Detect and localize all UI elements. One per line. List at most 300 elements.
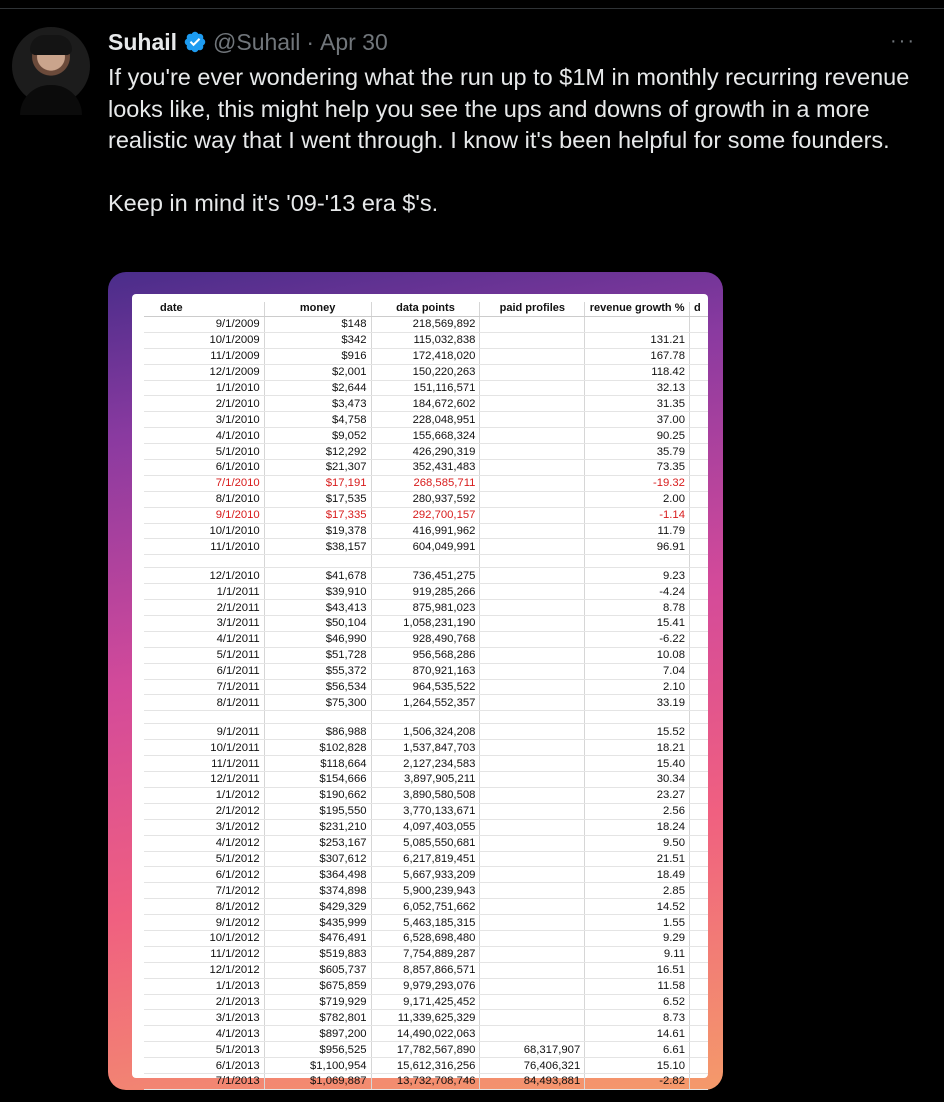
cell-money: $154,666 — [264, 772, 371, 788]
cell-data-points: 292,700,157 — [371, 507, 480, 523]
cell-data-points: 6,528,698,480 — [371, 930, 480, 946]
cell-data-points: 4,097,403,055 — [371, 819, 480, 835]
cell-revenue-growth: -1.14 — [585, 507, 690, 523]
cell-data-points: 14,490,022,063 — [371, 1026, 480, 1042]
cell-money: $1,100,954 — [264, 1058, 371, 1074]
cell-money: $195,550 — [264, 803, 371, 819]
table-row — [144, 756, 708, 772]
cell-money: $2,644 — [264, 380, 371, 396]
table-row — [144, 930, 708, 946]
cell-paid-profiles — [480, 962, 585, 978]
table-row — [144, 507, 708, 523]
cell-data-points: 928,490,768 — [371, 631, 480, 647]
cell-date: 2/1/2011 — [144, 600, 264, 616]
cell-paid-profiles: 84,493,881 — [480, 1073, 585, 1089]
table-row — [144, 695, 708, 711]
cell-extra — [689, 380, 708, 396]
cell-paid-profiles — [480, 819, 585, 835]
cell-data-points: 17,782,567,890 — [371, 1042, 480, 1058]
header-separator: · — [306, 28, 314, 55]
cell-money: $51,728 — [264, 647, 371, 663]
cell-data-points: 3,770,133,671 — [371, 803, 480, 819]
table-row — [144, 1058, 708, 1074]
cell-date: 10/1/2010 — [144, 523, 264, 539]
cell-money: $56,534 — [264, 679, 371, 695]
cell-date: 4/1/2010 — [144, 428, 264, 444]
cell-extra — [689, 978, 708, 994]
spacer-cell — [144, 711, 264, 724]
cell-money: $190,662 — [264, 787, 371, 803]
cell-money: $12,292 — [264, 444, 371, 460]
cell-money: $897,200 — [264, 1026, 371, 1042]
cell-date: 4/1/2012 — [144, 835, 264, 851]
cell-paid-profiles — [480, 915, 585, 931]
cell-paid-profiles — [480, 568, 585, 584]
cell-revenue-growth: 9.11 — [585, 946, 690, 962]
cell-revenue-growth: 73.35 — [585, 460, 690, 476]
cell-extra — [689, 584, 708, 600]
cell-extra — [689, 1010, 708, 1026]
cell-date: 8/1/2011 — [144, 695, 264, 711]
cell-money: $253,167 — [264, 835, 371, 851]
cell-money: $41,678 — [264, 568, 371, 584]
cell-money: $55,372 — [264, 663, 371, 679]
cell-data-points: 7,754,889,287 — [371, 946, 480, 962]
cell-data-points: 150,220,263 — [371, 364, 480, 380]
revenue-table — [144, 302, 708, 1090]
cell-extra — [689, 348, 708, 364]
cell-revenue-growth: 2.56 — [585, 803, 690, 819]
cell-date: 12/1/2010 — [144, 568, 264, 584]
table-row — [144, 647, 708, 663]
cell-revenue-growth: 8.73 — [585, 1010, 690, 1026]
tweet-header — [108, 28, 388, 56]
cell-date: 9/1/2011 — [144, 724, 264, 740]
cell-revenue-growth: 10.08 — [585, 647, 690, 663]
cell-extra — [689, 1042, 708, 1058]
table-row — [144, 584, 708, 600]
cell-extra — [689, 867, 708, 883]
cell-paid-profiles — [480, 1026, 585, 1042]
cell-revenue-growth: 167.78 — [585, 348, 690, 364]
cell-revenue-growth: 118.42 — [585, 364, 690, 380]
author-handle[interactable]: @Suhail — [213, 28, 301, 55]
cell-date: 5/1/2010 — [144, 444, 264, 460]
more-dots-icon[interactable]: ··· — [890, 30, 916, 52]
cell-extra — [689, 883, 708, 899]
cell-revenue-growth: 15.10 — [585, 1058, 690, 1074]
cell-money: $364,498 — [264, 867, 371, 883]
cell-date: 5/1/2011 — [144, 647, 264, 663]
table-header-row — [144, 302, 708, 317]
cell-revenue-growth: -2.82 — [585, 1073, 690, 1089]
table-row — [144, 600, 708, 616]
cell-paid-profiles: 76,406,321 — [480, 1058, 585, 1074]
spreadsheet-image — [132, 294, 708, 1088]
table-row — [144, 851, 708, 867]
cell-revenue-growth: 35.79 — [585, 444, 690, 460]
cell-revenue-growth: 21.51 — [585, 851, 690, 867]
cell-revenue-growth: 90.25 — [585, 428, 690, 444]
header-date: date — [144, 302, 264, 317]
cell-data-points: 8,857,866,571 — [371, 962, 480, 978]
table-row — [144, 1010, 708, 1026]
cell-extra — [689, 772, 708, 788]
cell-extra — [689, 994, 708, 1010]
table-row — [144, 475, 708, 491]
cell-date: 10/1/2012 — [144, 930, 264, 946]
cell-money: $75,300 — [264, 695, 371, 711]
cell-data-points: 6,052,751,662 — [371, 899, 480, 915]
cell-money: $9,052 — [264, 428, 371, 444]
cell-revenue-growth: 9.23 — [585, 568, 690, 584]
cell-data-points: 870,921,163 — [371, 663, 480, 679]
spacer-cell — [689, 555, 708, 568]
cell-date: 10/1/2011 — [144, 740, 264, 756]
cell-money: $435,999 — [264, 915, 371, 931]
table-row — [144, 915, 708, 931]
cell-extra — [689, 631, 708, 647]
tweet-media[interactable] — [108, 272, 723, 1090]
table-spacer-row — [144, 555, 708, 568]
cell-date: 11/1/2012 — [144, 946, 264, 962]
spacer-cell — [689, 711, 708, 724]
cell-revenue-growth: 2.85 — [585, 883, 690, 899]
cell-paid-profiles — [480, 507, 585, 523]
cell-paid-profiles — [480, 867, 585, 883]
tweet-text: If you're ever wondering what the run up to $1M in monthly recurring revenue looks like, this might help you see the ups and downs of growth in a more realistic way that I went through. I know it's been helpful for some founders. Keep in mind it's '09-'13 era $'s. — [108, 64, 910, 216]
cell-date: 1/1/2012 — [144, 787, 264, 803]
cell-date: 9/1/2010 — [144, 507, 264, 523]
cell-paid-profiles — [480, 616, 585, 632]
avatar-hair — [30, 35, 72, 55]
cell-paid-profiles — [480, 946, 585, 962]
table-row — [144, 380, 708, 396]
cell-revenue-growth: 96.91 — [585, 539, 690, 555]
cell-paid-profiles — [480, 600, 585, 616]
spacer-cell — [585, 555, 690, 568]
cell-date: 11/1/2011 — [144, 756, 264, 772]
cell-paid-profiles — [480, 348, 585, 364]
cell-money: $675,859 — [264, 978, 371, 994]
cell-data-points: 9,979,293,076 — [371, 978, 480, 994]
table-row — [144, 317, 708, 333]
cell-data-points: 5,900,239,943 — [371, 883, 480, 899]
cell-extra — [689, 930, 708, 946]
cell-data-points: 1,537,847,703 — [371, 740, 480, 756]
cell-revenue-growth: -19.32 — [585, 475, 690, 491]
cell-money: $17,191 — [264, 475, 371, 491]
cell-revenue-growth: 11.79 — [585, 523, 690, 539]
cell-data-points: 2,127,234,583 — [371, 756, 480, 772]
cell-date: 11/1/2009 — [144, 348, 264, 364]
table-row — [144, 539, 708, 555]
cell-date: 1/1/2013 — [144, 978, 264, 994]
cell-paid-profiles — [480, 332, 585, 348]
cell-paid-profiles — [480, 364, 585, 380]
table-row — [144, 1026, 708, 1042]
cell-money: $148 — [264, 317, 371, 333]
cell-data-points: 280,937,592 — [371, 491, 480, 507]
cell-money: $342 — [264, 332, 371, 348]
table-row — [144, 428, 708, 444]
author-name[interactable]: Suhail — [108, 28, 178, 55]
cell-paid-profiles — [480, 460, 585, 476]
cell-extra — [689, 851, 708, 867]
header-data-points: data points — [371, 302, 480, 317]
cell-extra — [689, 364, 708, 380]
cell-extra — [689, 428, 708, 444]
cell-data-points: 184,672,602 — [371, 396, 480, 412]
cell-extra — [689, 475, 708, 491]
cell-extra — [689, 616, 708, 632]
cell-revenue-growth: 2.00 — [585, 491, 690, 507]
cell-revenue-growth: 9.29 — [585, 930, 690, 946]
cell-money: $782,801 — [264, 1010, 371, 1026]
cell-paid-profiles — [480, 663, 585, 679]
cell-paid-profiles — [480, 695, 585, 711]
cell-money: $605,737 — [264, 962, 371, 978]
cell-date: 2/1/2012 — [144, 803, 264, 819]
cell-revenue-growth: 1.55 — [585, 915, 690, 931]
cell-data-points: 5,085,550,681 — [371, 835, 480, 851]
cell-extra — [689, 507, 708, 523]
cell-revenue-growth: 7.04 — [585, 663, 690, 679]
cell-paid-profiles — [480, 851, 585, 867]
cell-paid-profiles — [480, 523, 585, 539]
cell-revenue-growth: 23.27 — [585, 787, 690, 803]
cell-date: 7/1/2013 — [144, 1073, 264, 1089]
table-row — [144, 819, 708, 835]
cell-data-points: 155,668,324 — [371, 428, 480, 444]
cell-money: $46,990 — [264, 631, 371, 647]
avatar[interactable] — [12, 27, 90, 105]
table-row — [144, 835, 708, 851]
table-row — [144, 1073, 708, 1089]
cell-extra — [689, 803, 708, 819]
cell-data-points: 115,032,838 — [371, 332, 480, 348]
cell-extra — [689, 568, 708, 584]
cell-data-points: 6,217,819,451 — [371, 851, 480, 867]
spacer-cell — [371, 555, 480, 568]
cell-money: $19,378 — [264, 523, 371, 539]
table-row — [144, 994, 708, 1010]
table-row — [144, 332, 708, 348]
cell-extra — [689, 491, 708, 507]
cell-revenue-growth: 18.21 — [585, 740, 690, 756]
table-row — [144, 772, 708, 788]
cell-paid-profiles — [480, 539, 585, 555]
cell-date: 8/1/2010 — [144, 491, 264, 507]
table-row — [144, 899, 708, 915]
cell-extra — [689, 899, 708, 915]
cell-revenue-growth: 15.40 — [585, 756, 690, 772]
cell-revenue-growth: 33.19 — [585, 695, 690, 711]
cell-money: $43,413 — [264, 600, 371, 616]
cell-date: 6/1/2010 — [144, 460, 264, 476]
table-row — [144, 460, 708, 476]
cell-extra — [689, 946, 708, 962]
cell-date: 7/1/2012 — [144, 883, 264, 899]
cell-data-points: 416,991,962 — [371, 523, 480, 539]
table-row — [144, 663, 708, 679]
cell-revenue-growth: -4.24 — [585, 584, 690, 600]
cell-revenue-growth: 2.10 — [585, 679, 690, 695]
cell-money: $1,069,887 — [264, 1073, 371, 1089]
cell-money: $86,988 — [264, 724, 371, 740]
cell-money: $231,210 — [264, 819, 371, 835]
cell-data-points: 875,981,023 — [371, 600, 480, 616]
table-row — [144, 679, 708, 695]
cell-money: $17,335 — [264, 507, 371, 523]
cell-paid-profiles — [480, 491, 585, 507]
cell-money: $956,525 — [264, 1042, 371, 1058]
cell-paid-profiles — [480, 772, 585, 788]
cell-revenue-growth: 11.58 — [585, 978, 690, 994]
cell-data-points: 919,285,266 — [371, 584, 480, 600]
cell-revenue-growth: 131.21 — [585, 332, 690, 348]
table-row — [144, 568, 708, 584]
table-row — [144, 978, 708, 994]
header-revenue-growth: revenue growth % — [585, 302, 690, 317]
cell-extra — [689, 523, 708, 539]
cell-data-points: 3,890,580,508 — [371, 787, 480, 803]
cell-revenue-growth: 6.52 — [585, 994, 690, 1010]
cell-data-points: 5,667,933,209 — [371, 867, 480, 883]
cell-revenue-growth: 14.52 — [585, 899, 690, 915]
table-row — [144, 348, 708, 364]
cell-date: 11/1/2010 — [144, 539, 264, 555]
cell-data-points: 352,431,483 — [371, 460, 480, 476]
cell-paid-profiles — [480, 978, 585, 994]
cell-extra — [689, 412, 708, 428]
cell-data-points: 964,535,522 — [371, 679, 480, 695]
cell-money: $374,898 — [264, 883, 371, 899]
table-row — [144, 364, 708, 380]
table-row — [144, 491, 708, 507]
cell-data-points: 1,506,324,208 — [371, 724, 480, 740]
cell-extra — [689, 647, 708, 663]
cell-extra — [689, 332, 708, 348]
cell-data-points: 218,569,892 — [371, 317, 480, 333]
avatar-shirt — [20, 85, 82, 115]
cell-paid-profiles — [480, 835, 585, 851]
cell-paid-profiles — [480, 647, 585, 663]
cell-revenue-growth: 9.50 — [585, 835, 690, 851]
cell-data-points: 5,463,185,315 — [371, 915, 480, 931]
spacer-cell — [144, 555, 264, 568]
cell-extra — [689, 724, 708, 740]
cell-extra — [689, 819, 708, 835]
cell-data-points: 604,049,991 — [371, 539, 480, 555]
top-divider — [0, 8, 944, 9]
spacer-cell — [264, 555, 371, 568]
cell-data-points: 268,585,711 — [371, 475, 480, 491]
cell-extra — [689, 695, 708, 711]
cell-date: 9/1/2009 — [144, 317, 264, 333]
cell-money: $50,104 — [264, 616, 371, 632]
cell-extra — [689, 756, 708, 772]
cell-money: $2,001 — [264, 364, 371, 380]
cell-paid-profiles — [480, 1010, 585, 1026]
table-spacer-row — [144, 711, 708, 724]
cell-revenue-growth: 15.41 — [585, 616, 690, 632]
cell-revenue-growth: 32.13 — [585, 380, 690, 396]
cell-date: 2/1/2013 — [144, 994, 264, 1010]
table-row — [144, 396, 708, 412]
cell-extra — [689, 1058, 708, 1074]
cell-data-points: 1,058,231,190 — [371, 616, 480, 632]
cell-extra — [689, 460, 708, 476]
table-row — [144, 631, 708, 647]
cell-paid-profiles — [480, 787, 585, 803]
table-row — [144, 946, 708, 962]
cell-extra — [689, 444, 708, 460]
cell-date: 3/1/2011 — [144, 616, 264, 632]
header-money: money — [264, 302, 371, 317]
cell-date: 8/1/2012 — [144, 899, 264, 915]
cell-extra — [689, 1026, 708, 1042]
cell-extra — [689, 835, 708, 851]
cell-date: 7/1/2011 — [144, 679, 264, 695]
cell-date: 3/1/2010 — [144, 412, 264, 428]
cell-data-points: 426,290,319 — [371, 444, 480, 460]
cell-paid-profiles — [480, 396, 585, 412]
cell-date: 1/1/2011 — [144, 584, 264, 600]
cell-money: $916 — [264, 348, 371, 364]
tweet-date[interactable]: Apr 30 — [319, 28, 388, 55]
table-row — [144, 787, 708, 803]
cell-revenue-growth — [585, 317, 690, 333]
cell-money: $476,491 — [264, 930, 371, 946]
cell-paid-profiles — [480, 380, 585, 396]
cell-paid-profiles — [480, 444, 585, 460]
cell-data-points: 228,048,951 — [371, 412, 480, 428]
cell-paid-profiles — [480, 883, 585, 899]
spacer-cell — [480, 711, 585, 724]
cell-data-points: 9,171,425,452 — [371, 994, 480, 1010]
cell-data-points: 736,451,275 — [371, 568, 480, 584]
cell-paid-profiles — [480, 740, 585, 756]
cell-revenue-growth: -6.22 — [585, 631, 690, 647]
cell-paid-profiles — [480, 679, 585, 695]
cell-paid-profiles — [480, 899, 585, 915]
cell-revenue-growth: 30.34 — [585, 772, 690, 788]
cell-date: 12/1/2011 — [144, 772, 264, 788]
cell-extra — [689, 663, 708, 679]
cell-money: $21,307 — [264, 460, 371, 476]
cell-extra — [689, 1073, 708, 1089]
cell-money: $429,329 — [264, 899, 371, 915]
table-row — [144, 523, 708, 539]
table-row — [144, 412, 708, 428]
cell-revenue-growth: 31.35 — [585, 396, 690, 412]
cell-revenue-growth: 37.00 — [585, 412, 690, 428]
table-row — [144, 883, 708, 899]
cell-data-points: 151,116,571 — [371, 380, 480, 396]
cell-extra — [689, 787, 708, 803]
cell-paid-profiles — [480, 412, 585, 428]
cell-money: $102,828 — [264, 740, 371, 756]
cell-paid-profiles — [480, 631, 585, 647]
table-row — [144, 962, 708, 978]
cell-paid-profiles — [480, 724, 585, 740]
cell-money: $307,612 — [264, 851, 371, 867]
cell-date: 6/1/2011 — [144, 663, 264, 679]
cell-date: 5/1/2013 — [144, 1042, 264, 1058]
cell-revenue-growth: 6.61 — [585, 1042, 690, 1058]
cell-data-points: 956,568,286 — [371, 647, 480, 663]
